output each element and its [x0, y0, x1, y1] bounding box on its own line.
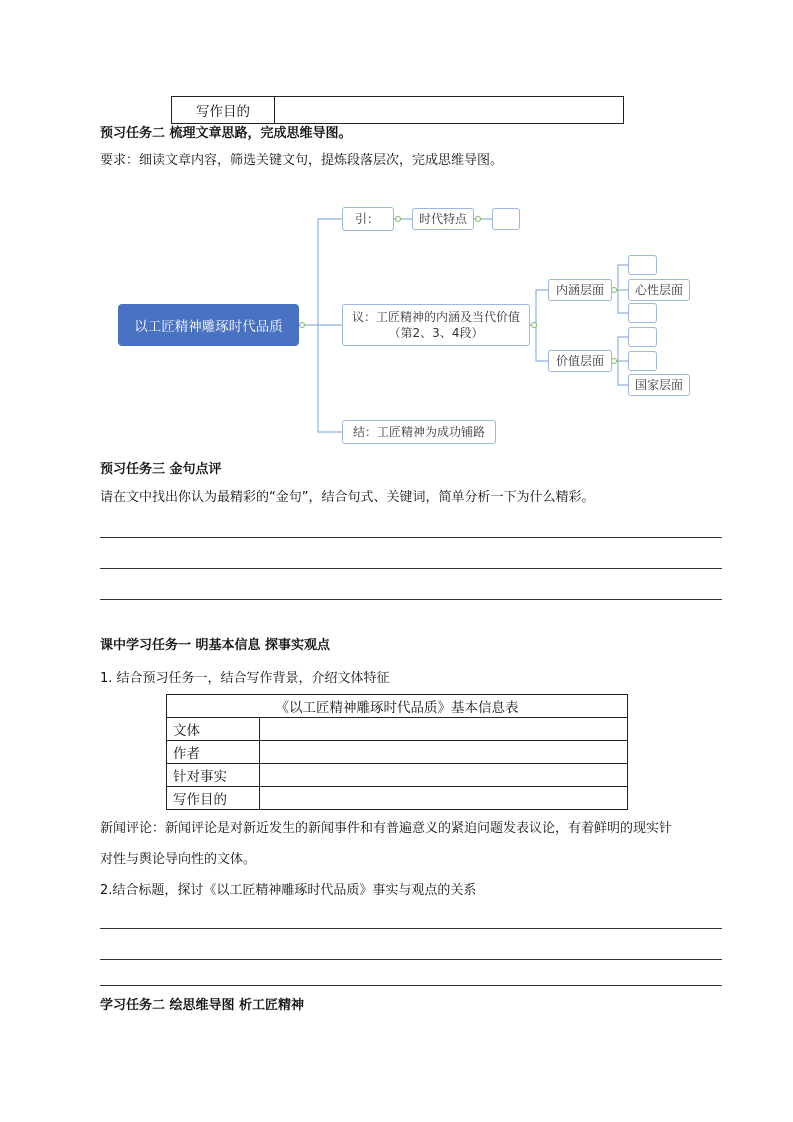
mindmap-heart: 心性层面: [628, 279, 690, 301]
info-row-label: 针对事实: [167, 764, 260, 787]
task2-requirement: 要求：细读文章内容，筛选关键文句，提炼段落层次，完成思维导图。: [100, 153, 504, 168]
mindmap-connotation: 内涵层面: [548, 279, 612, 301]
mindmap-body-line1: 议：工匠精神的内涵及当代价值: [351, 310, 520, 324]
mindmap-blank-3[interactable]: [628, 327, 657, 347]
answer-line[interactable]: [100, 537, 722, 538]
class-task1-heading: 课中学习任务一 明基本信息 探事实观点: [100, 638, 331, 653]
mindmap-blank-4[interactable]: [628, 351, 657, 371]
class-task1-q1: 1. 结合预习任务一，结合写作背景，介绍文体特征: [100, 671, 390, 686]
mindmap-blank-2[interactable]: [628, 303, 657, 323]
mindmap-value: 价值层面: [548, 350, 612, 372]
answer-line[interactable]: [100, 928, 722, 929]
info-row-value[interactable]: [260, 787, 628, 810]
basic-info-table: [166, 694, 628, 810]
mindmap-root: 以工匠精神雕琢时代品质: [118, 304, 299, 346]
task3-heading: 预习任务三 金句点评: [100, 462, 222, 477]
mindmap-nation: 国家层面: [628, 374, 690, 396]
info-row-label: 作者: [167, 741, 260, 764]
info-row-value[interactable]: [260, 741, 628, 764]
mindmap-intro-blank[interactable]: [492, 208, 520, 230]
answer-line[interactable]: [100, 599, 722, 600]
news-commentary-note-line1: 新闻评论：新闻评论是对新近发生的新闻事件和有普遍意义的紧迫问题发表议论，有着鲜明的现实针: [100, 821, 673, 836]
answer-line[interactable]: [100, 959, 722, 960]
answer-line[interactable]: [100, 985, 722, 986]
basic-info-table-title: 《以工匠精神雕琢时代品质》基本信息表: [167, 695, 628, 718]
news-commentary-note-line2: 对性与舆论导向性的文体。: [100, 852, 257, 867]
class-task1-q2: 2.结合标题，探讨《以工匠精神雕琢时代品质》事实与观点的关系: [100, 883, 477, 898]
mindmap-body: [342, 304, 530, 346]
answer-line[interactable]: [100, 568, 722, 569]
mindmap-intro: 引：: [342, 207, 394, 231]
info-row-value[interactable]: [260, 718, 628, 741]
mindmap-intro-child: 时代特点: [412, 208, 474, 230]
mindmap-body-line2: （第2、3、4段）: [388, 326, 484, 340]
task2-heading: 预习任务二 梳理文章思路，完成思维导图。: [100, 126, 352, 141]
info-row-value[interactable]: [260, 764, 628, 787]
class-task2-heading: 学习任务二 绘思维导图 析工匠精神: [100, 998, 305, 1013]
top-table-label: 写作目的: [172, 97, 275, 124]
task3-prompt: 请在文中找出你认为最精彩的“金句”，结合句式、关键词，简单分析一下为什么精彩。: [100, 490, 595, 505]
mindmap-conclusion: 结：工匠精神为成功铺路: [342, 420, 496, 444]
info-row-label: 写作目的: [167, 787, 260, 810]
mindmap-blank-1[interactable]: [628, 255, 657, 275]
info-row-label: 文体: [167, 718, 260, 741]
